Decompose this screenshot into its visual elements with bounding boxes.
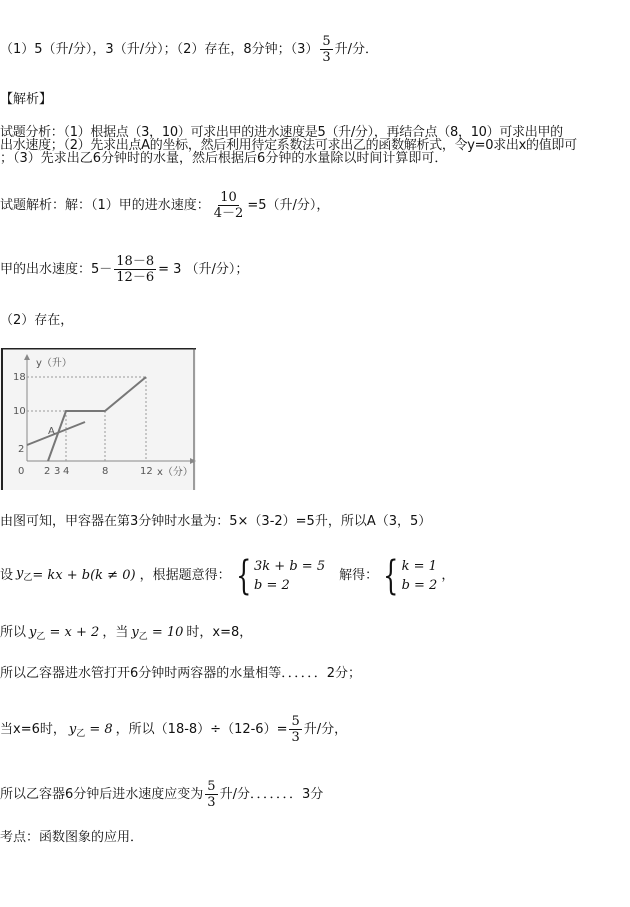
- function-value: = 10: [147, 625, 184, 640]
- subscript-yi: 乙: [138, 632, 148, 642]
- solution-system: [378, 553, 438, 599]
- solution-step-3: （2）存在，: [0, 313, 74, 328]
- x-tick-4: 4: [63, 466, 70, 477]
- function-value: = 8: [85, 722, 113, 737]
- x-axis-label: x（分）: [157, 467, 193, 478]
- fraction-denominator: 3: [207, 795, 216, 810]
- y-tick-10: 10: [13, 406, 26, 417]
- equation-1: 3k + b = 5: [254, 559, 326, 574]
- brace-glyph: {: [235, 553, 251, 599]
- analysis-line-2: 出水速度；（2）先求出点A的坐标，然后利用待定系数法可求出乙的函数解析式，令y=0求出x的值即可: [0, 138, 577, 153]
- answer-line: [0, 34, 378, 65]
- solution-step-9: [0, 779, 323, 810]
- subscript-yi: 乙: [76, 729, 86, 739]
- step-text: 甲的出水速度：5－: [0, 262, 113, 277]
- knowledge-point: 考点：函数图象的应用．: [0, 830, 144, 845]
- solution-step-2: [0, 254, 248, 285]
- step-text: 升/分．．．．．．．3分: [219, 787, 324, 802]
- solution-step-4: 由图可知，甲容器在第3分钟时水量为：5×（3-2）=5升，所以A（3，5）: [0, 514, 432, 529]
- analysis-line-3: ；（3）先求出乙6分钟时的水量，然后根据后6分钟的水量除以时间计算即可．: [0, 151, 448, 166]
- fraction-numerator: 5: [322, 34, 331, 49]
- solution-step-8: [0, 714, 347, 745]
- y-variable: y: [29, 625, 37, 640]
- equation-system: [231, 553, 326, 599]
- fraction-denominator: 4－2: [213, 206, 244, 221]
- function-graph: [0, 348, 200, 490]
- equation-2: b = 2: [254, 578, 290, 593]
- result-1: k = 1: [401, 559, 437, 574]
- solution-step-7: 所以乙容器进水管打开6分钟时两容器的水量相等．．．．．．2分；: [0, 666, 362, 681]
- linear-expression: = kx + b(k ≠ 0): [32, 568, 136, 583]
- solution-step-1: [0, 190, 329, 221]
- x-tick-8: 8: [102, 466, 109, 477]
- fraction-denominator: 3: [322, 50, 331, 65]
- answer-unit: 升/分．: [334, 42, 379, 57]
- y-axis-label: y（升）: [36, 358, 72, 369]
- step-text: ，: [441, 568, 455, 583]
- subscript-yi: 乙: [23, 573, 33, 583]
- answer-text: （1）5（升/分），3（升/分）；（2）存在，8分钟；（3）: [0, 42, 319, 57]
- fraction-denominator: 12－6: [116, 270, 155, 285]
- point-a-label: A: [48, 426, 55, 437]
- step-text: ，所以（18-8）÷（12-6）=: [115, 722, 288, 737]
- y-variable: y: [16, 566, 24, 581]
- y-yi-symbol: [29, 625, 45, 640]
- brace-glyph: {: [383, 553, 399, 599]
- jiexi-label: 【解析】: [0, 92, 53, 107]
- fraction-numerator: 10: [220, 190, 237, 205]
- x-tick-12: 12: [140, 466, 153, 477]
- solution-step-6: [0, 625, 252, 645]
- y-tick-2: 2: [18, 444, 25, 455]
- fraction-denominator: 3: [291, 730, 300, 745]
- step-text: 设: [0, 568, 14, 583]
- x-tick-2: 2: [44, 466, 51, 477]
- y-yi-symbol: [16, 566, 32, 586]
- solution-step-5: [0, 553, 455, 599]
- step-text: 所以: [0, 625, 27, 640]
- step-text: ，当: [102, 625, 129, 640]
- step-result: = 3 （升/分）；: [158, 262, 249, 277]
- fraction-numerator: 5: [207, 779, 216, 794]
- step-fraction: [114, 254, 156, 285]
- step-result: =5（升/分），: [247, 198, 330, 213]
- step-text: 时，x=8，: [186, 625, 253, 640]
- step-fraction: [212, 190, 246, 221]
- step-fraction: [289, 714, 301, 745]
- y-tick-18: 18: [13, 372, 26, 383]
- subscript-yi: 乙: [36, 632, 46, 642]
- result-2: b = 2: [401, 578, 438, 593]
- y-variable: y: [68, 722, 77, 737]
- step-text: 升/分，: [303, 722, 348, 737]
- analysis-line-1: 试题分析：（1）根据点（3，10）可求出甲的进水速度是5（升/分），再结合点（8，10）可求出甲的: [0, 125, 563, 140]
- fraction-numerator: 18－8: [116, 254, 155, 269]
- origin-label: 0: [18, 466, 25, 477]
- y-variable: y: [131, 625, 139, 640]
- step-text: 试题解析：解：（1）甲的进水速度：: [0, 198, 210, 213]
- x-tick-3: 3: [54, 466, 61, 477]
- function-expression: = x + 2: [45, 625, 100, 640]
- answer-fraction: [320, 34, 332, 65]
- step-text: 所以乙容器6分钟后进水速度应变为: [0, 787, 204, 802]
- step-text: 当x=6时，: [0, 722, 66, 737]
- fraction-numerator: 5: [291, 714, 300, 729]
- y-yi-symbol: [131, 625, 147, 640]
- step-text: 解得：: [339, 568, 379, 583]
- step-fraction: [205, 779, 217, 810]
- step-text: ，根据题意得：: [139, 568, 231, 583]
- y-yi-symbol: [69, 722, 85, 737]
